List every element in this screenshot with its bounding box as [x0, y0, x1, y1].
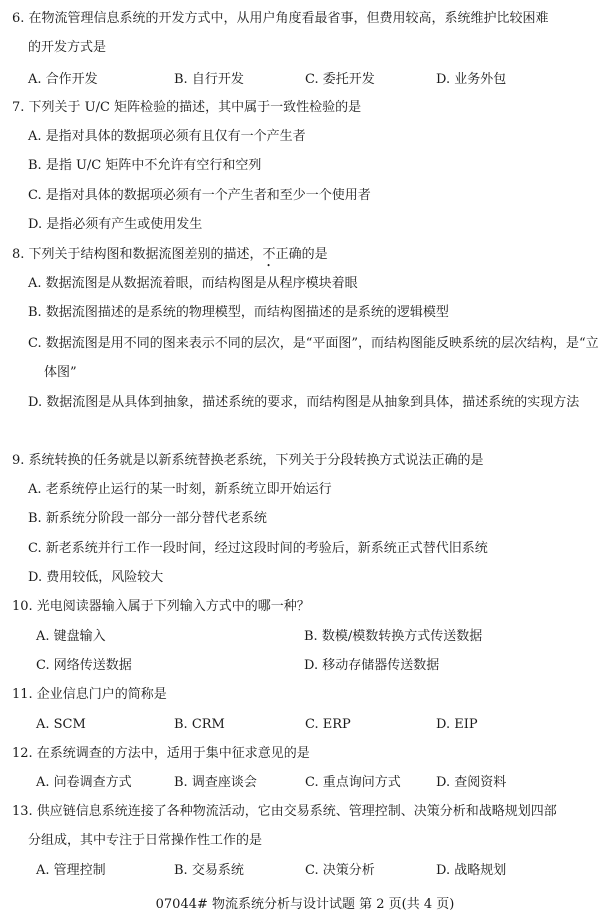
- question-11-option-b[interactable]: B. CRM: [174, 717, 225, 732]
- question-12-option-a[interactable]: A. 问卷调查方式: [36, 775, 132, 790]
- question-9-option-b[interactable]: B. 新系统分阶段一部分一部分替代老系统: [28, 511, 267, 526]
- question-9-option-d[interactable]: D. 费用较低，风险较大: [28, 570, 164, 585]
- page-footer: 07044# 物流系统分析与设计试题 第 2 页(共 4 页): [155, 897, 455, 912]
- question-9-option-c[interactable]: C. 新老系统并行工作一段时间，经过这段时间的考验后，新系统正式替代旧系统: [28, 541, 488, 556]
- question-8-stem-emphasis: 不: [262, 247, 276, 262]
- question-13-option-a[interactable]: A. 管理控制: [36, 863, 106, 878]
- question-10-stem: 10. 光电阅读器输入属于下列输入方式中的哪一种？: [12, 599, 310, 614]
- question-13-option-b[interactable]: B. 交易系统: [174, 863, 244, 878]
- question-8-option-d[interactable]: D. 数据流图是从具体到抽象，描述系统的要求，而结构图是从抽象到具体，描述系统的实现方法: [28, 395, 580, 410]
- question-12-stem: 12. 在系统调查的方法中，适用于集中征求意见的是: [12, 746, 310, 761]
- question-10-options-row1: [28, 628, 604, 646]
- question-7-option-d[interactable]: D. 是指必须有产生或使用发生: [28, 217, 203, 232]
- question-7-option-c[interactable]: C. 是指对具体的数据项必须有一个产生者和至少一个使用者: [28, 188, 371, 203]
- question-6-stem-cont: 的开发方式是: [28, 40, 107, 55]
- question-13-option-d[interactable]: D. 战略规划: [436, 863, 507, 878]
- question-12-option-b[interactable]: B. 调查座谈会: [174, 775, 257, 790]
- question-13-options: [28, 862, 604, 880]
- question-13-stem-cont: 分组成，其中专注于日常操作性工作的是: [28, 833, 263, 848]
- question-6-option-a[interactable]: A. 合作开发: [28, 72, 98, 87]
- question-6-option-c[interactable]: C. 委托开发: [305, 72, 375, 87]
- question-7-option-a[interactable]: A. 是指对具体的数据项必须有且仅有一个产生者: [28, 129, 306, 144]
- question-13-stem: 13. 供应链信息系统连接了各种物流活动，它由交易系统、管理控制、决策分析和战略规划四部: [12, 804, 557, 819]
- question-8-option-a[interactable]: A. 数据流图是从数据流着眼，而结构图是从程序模块着眼: [28, 276, 358, 291]
- question-11-option-a[interactable]: A. SCM: [36, 717, 86, 732]
- question-12-option-d[interactable]: D. 查阅资料: [436, 775, 507, 790]
- question-11-option-d[interactable]: D. EIP: [436, 717, 478, 732]
- question-10-option-a[interactable]: A. 键盘输入: [36, 629, 106, 644]
- question-6-option-d[interactable]: D. 业务外包: [436, 72, 507, 87]
- question-7-option-b[interactable]: B. 是指 U/C 矩阵中不允许有空行和空列: [28, 158, 262, 173]
- question-7-stem: 7. 下列关于 U/C 矩阵检验的描述，其中属于一致性检验的是: [12, 100, 362, 115]
- question-8-stem: [12, 246, 604, 270]
- question-12-option-c[interactable]: C. 重点询问方式: [305, 775, 401, 790]
- question-11-options: [28, 716, 604, 734]
- question-10-option-b[interactable]: B. 数模/模数转换方式传送数据: [304, 629, 483, 644]
- question-6-options: [28, 71, 604, 89]
- question-13-option-c[interactable]: C. 决策分析: [305, 863, 375, 878]
- question-10-option-d[interactable]: D. 移动存储器传送数据: [304, 658, 440, 673]
- question-11-stem: 11. 企业信息门户的简称是: [12, 687, 167, 702]
- question-12-options: [28, 774, 604, 792]
- question-10-option-c[interactable]: C. 网络传送数据: [36, 658, 132, 673]
- question-6-option-b[interactable]: B. 自行开发: [174, 72, 244, 87]
- question-10-options-row2: [28, 657, 604, 675]
- question-9-option-a[interactable]: A. 老系统停止运行的某一时刻，新系统立即开始运行: [28, 482, 332, 497]
- question-8-option-c[interactable]: C. 数据流图是用不同的图来表示不同的层次，是“平面图”，而结构图能反映系统的层次结构，是“立体图”: [28, 336, 599, 380]
- question-8-stem-pre: 8. 下列关于结构图和数据流图差别的描述，: [12, 247, 263, 262]
- question-9-stem: 9. 系统转换的任务就是以新系统替换老系统，下列关于分段转换方式说法正确的是: [12, 453, 484, 468]
- question-8-stem-post: 正确的是: [275, 247, 328, 262]
- question-6-stem: 6. 在物流管理信息系统的开发方式中，从用户角度看最省事，但费用较高，系统维护比较困难: [12, 11, 549, 26]
- question-8-option-b[interactable]: B. 数据流图描述的是系统的物理模型，而结构图描述的是系统的逻辑模型: [28, 305, 449, 320]
- question-11-option-c[interactable]: C. ERP: [305, 717, 351, 732]
